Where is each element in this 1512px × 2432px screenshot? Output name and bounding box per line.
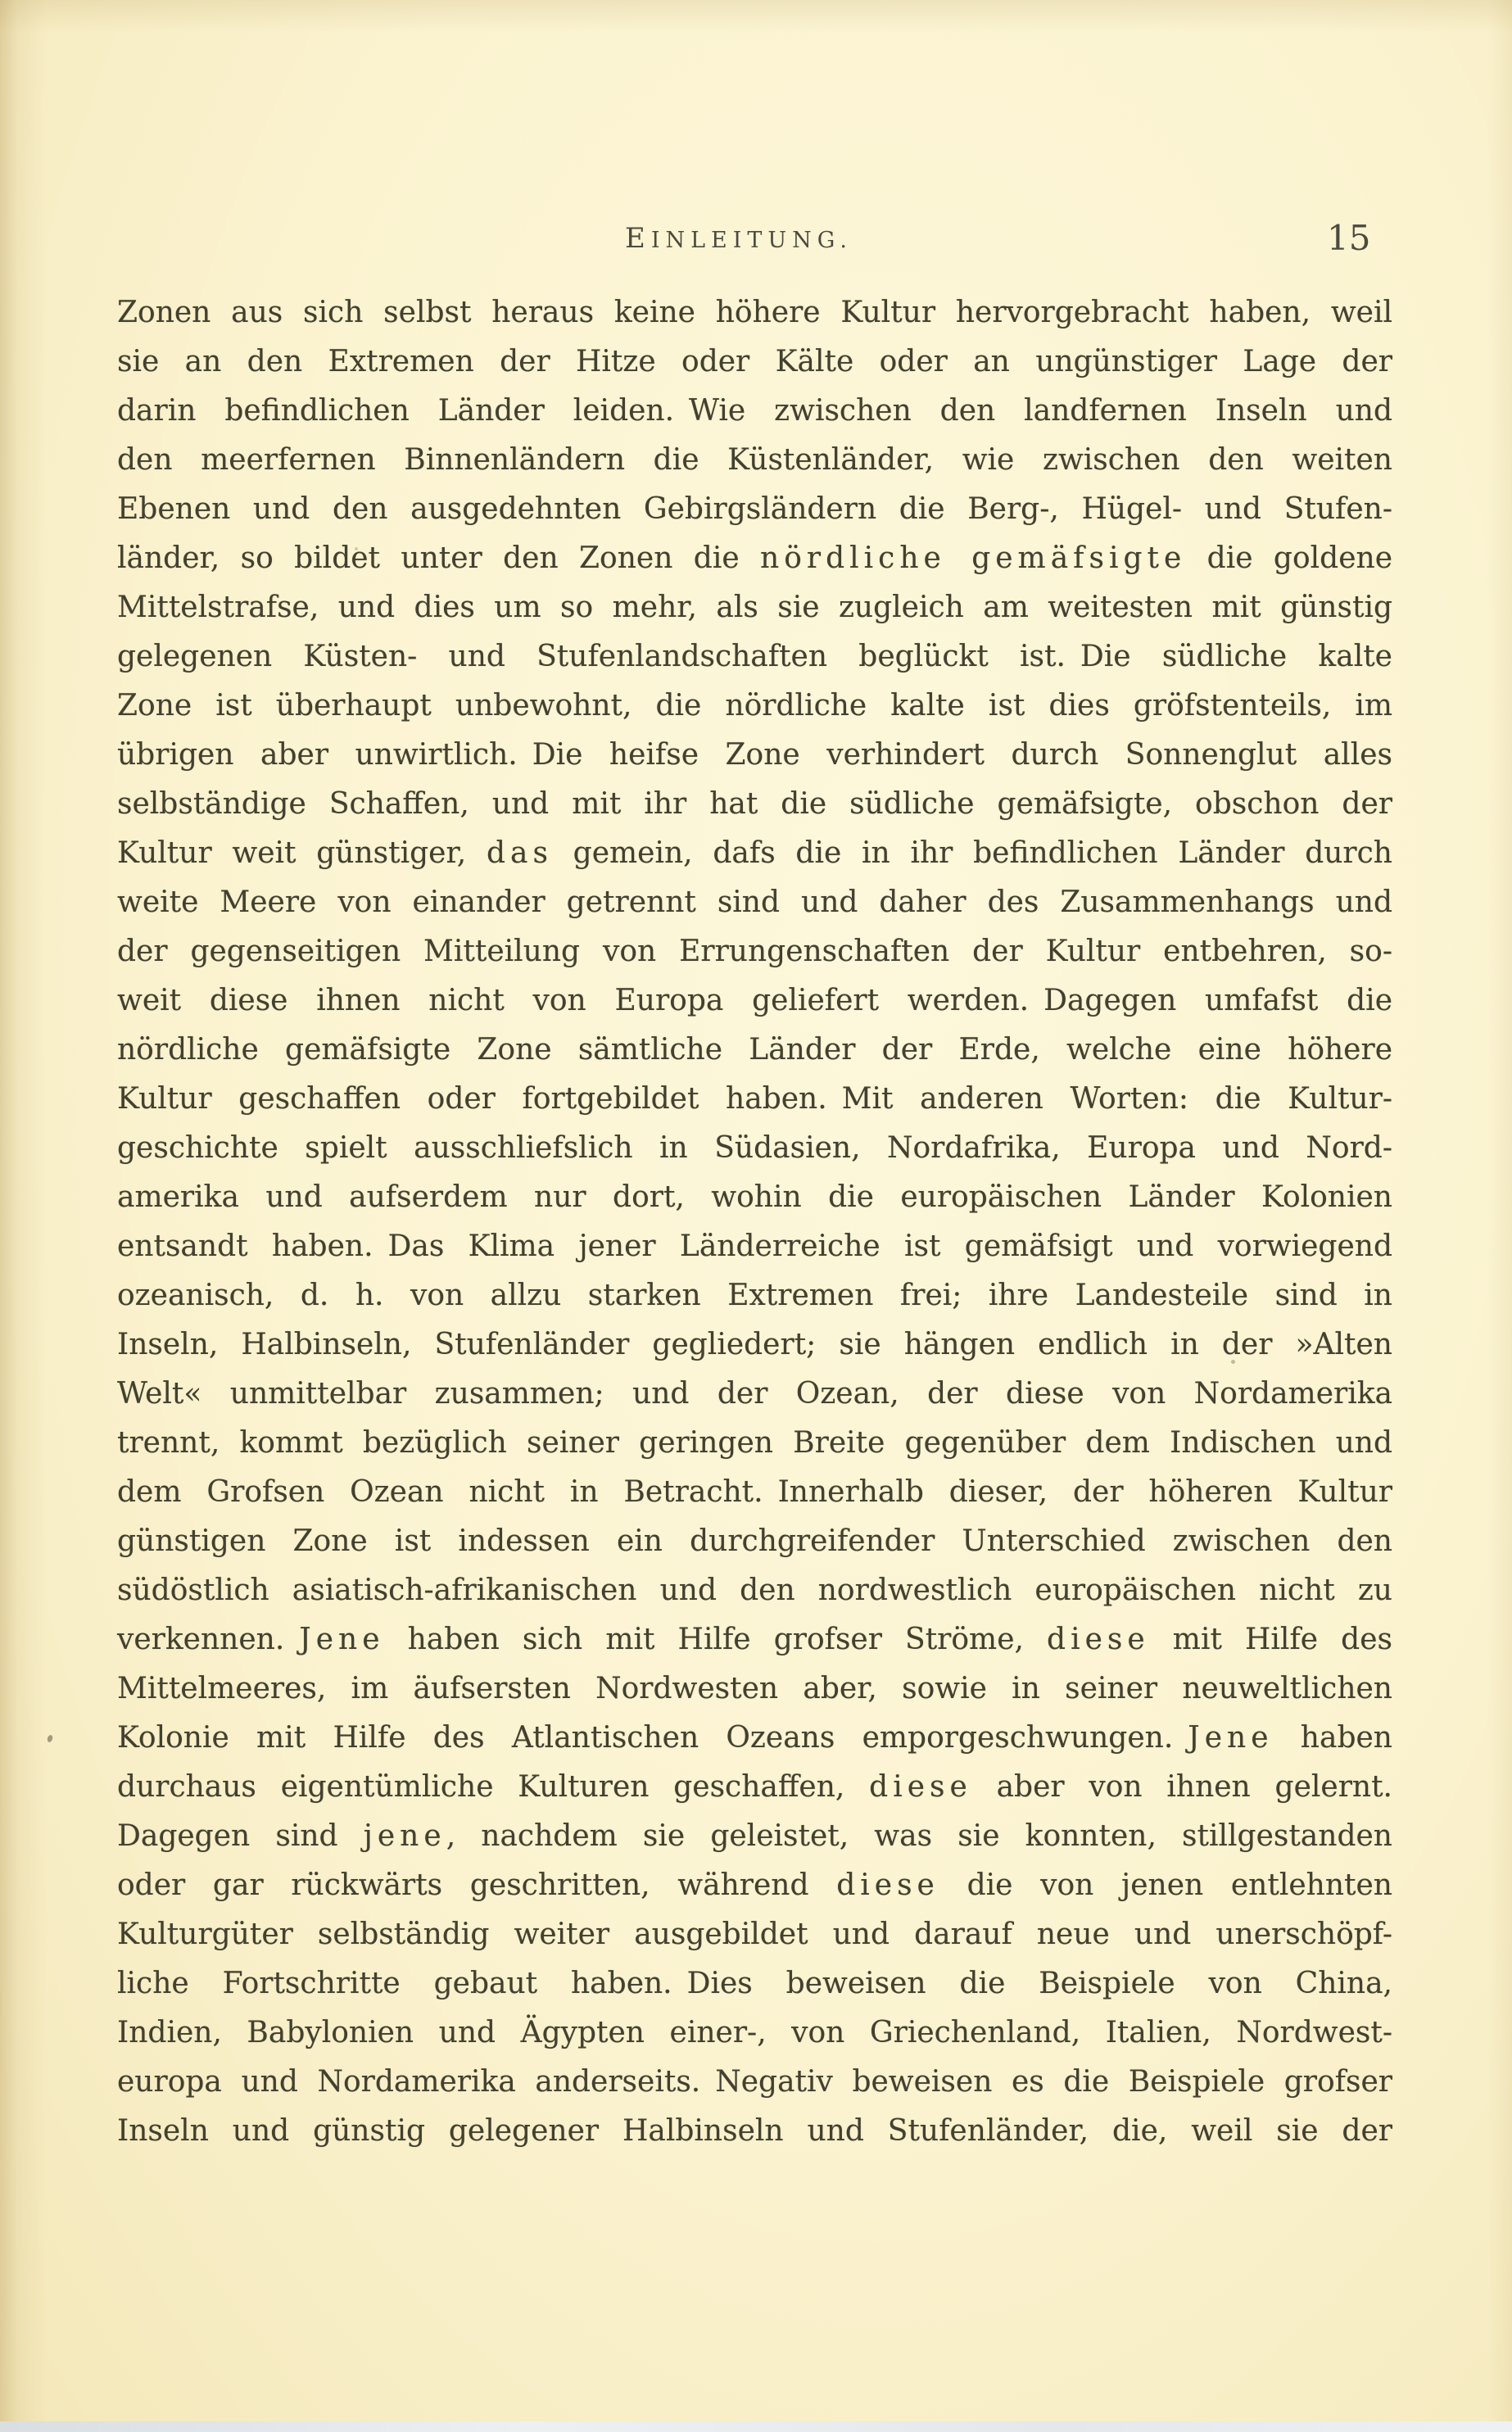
- text-segment: entsandt haben. Das Klima jener Länderreiche ist gemäfsigt und vorwiegend: [117, 1230, 1392, 1263]
- text-segment: haben: [1273, 1721, 1392, 1755]
- text-line: [117, 1812, 1392, 1861]
- text-segment: durchaus eigentümliche Kulturen geschaffen,: [117, 1770, 870, 1804]
- text-line: [117, 976, 1392, 1026]
- text-segment: geschichte spielt ausschliefslich in Südasien, Nordafrika, Europa und Nord-: [117, 1131, 1392, 1165]
- text-segment: oder gar rückwärts geschritten, während: [117, 1868, 837, 1902]
- text-line: [117, 2058, 1392, 2107]
- page-number: 15: [1327, 218, 1371, 258]
- text-segment: Kultur geschaffen oder fortgebildet haben. Mit anderen Worten: die Kultur-: [117, 1082, 1392, 1116]
- text-segment: Ebenen und den ausgedehnten Gebirgsländern die Berg-, Hügel- und Stufen-: [117, 492, 1392, 526]
- text-segment: südöstlich asiatisch-afrikanischen und den nordwestlich europäischen nicht zu: [117, 1574, 1392, 1607]
- paper-speck: [47, 1734, 54, 1743]
- text-segment: Zonen aus sich selbst heraus keine höhere Kultur hervorgebracht haben, weil: [117, 296, 1392, 329]
- text-segment: Indien, Babylonien und Ägypten einer-, von Griechenland, Italien, Nordwest-: [117, 2016, 1392, 2049]
- text-line: [117, 1419, 1392, 1468]
- text-segment: Zone ist überhaupt unbewohnt, die nördliche kalte ist dies gröfstenteils, im: [117, 689, 1392, 722]
- text-segment: länder, so bildet unter den Zonen die: [117, 541, 761, 575]
- text-line: [117, 1959, 1392, 2009]
- text-line: [117, 878, 1392, 927]
- text-segment: Kultur weit günstiger,: [117, 836, 487, 870]
- text-segment: liche Fortschritte gebaut haben. Dies beweisen die Beispiele von China,: [117, 1967, 1392, 2000]
- emphasized-text: Jene: [1188, 1721, 1274, 1755]
- text-segment: aber von ihnen gelernt.: [971, 1770, 1392, 1804]
- text-segment: haben sich mit Hilfe grofser Ströme,: [384, 1623, 1048, 1656]
- text-segment: sie an den Extremen der Hitze oder Kälte oder an ungünstiger Lage der: [117, 345, 1392, 378]
- text-line: [117, 1271, 1392, 1320]
- text-segment: Mittelmeeres, im äufsersten Nordwesten aber, sowie in seiner neuweltlichen: [117, 1672, 1392, 1705]
- text-line: [117, 1763, 1392, 1812]
- page-heading-initial: E: [625, 222, 651, 255]
- text-line: [117, 2107, 1392, 2156]
- text-segment: europa und Nordamerika anderseits. Negativ beweisen es die Beispiele grofser: [117, 2065, 1392, 2099]
- text-line: [117, 780, 1392, 829]
- text-line: [117, 731, 1392, 780]
- text-segment: nördliche gemäfsigte Zone sämtliche Länder der Erde, welche eine höhere: [117, 1033, 1392, 1067]
- scan-edge-strip: [0, 2421, 1512, 2432]
- text-line: [117, 1517, 1392, 1566]
- text-segment: den meerfernen Binnenländern die Küstenländer, wie zwischen den weiten: [117, 443, 1392, 477]
- text-segment: die goldene: [1186, 541, 1392, 575]
- page-heading: [625, 224, 853, 255]
- emphasized-text: diese: [869, 1770, 972, 1804]
- text-line: [117, 1222, 1392, 1271]
- text-segment: die von jenen entlehnten: [939, 1868, 1392, 1902]
- text-segment: weit diese ihnen nicht von Europa geliefert werden. Dagegen umfafst die: [117, 984, 1392, 1017]
- text-line: [117, 1026, 1392, 1075]
- text-block: [117, 288, 1392, 2156]
- text-line: [117, 927, 1392, 976]
- text-segment: darin befindlichen Länder leiden. Wie zwischen den landfernen Inseln und: [117, 394, 1392, 428]
- text-segment: der gegenseitigen Mitteilung von Errungenschaften der Kultur entbehren, so-: [117, 935, 1392, 968]
- text-segment: ozeanisch, d. h. von allzu starken Extremen frei; ihre Landesteile sind in: [117, 1279, 1392, 1312]
- text-segment: weite Meere von einander getrennt sind und daher des Zusammenhangs und: [117, 885, 1392, 919]
- text-segment: Inseln, Halbinseln, Stufenländer gegliedert; sie hängen endlich in der »Alten: [117, 1328, 1392, 1361]
- text-line: [117, 485, 1392, 534]
- text-segment: gemein, dafs die in ihr befindlichen Länder durch: [552, 836, 1392, 870]
- emphasized-text: diese: [836, 1868, 939, 1902]
- text-segment: Welt« unmittelbar zusammen; und der Ozean, der diese von Nordamerika: [117, 1377, 1392, 1411]
- text-line: [117, 583, 1392, 632]
- text-line: [117, 2009, 1392, 2058]
- text-line: [117, 534, 1392, 583]
- text-segment: mit Hilfe des: [1149, 1623, 1392, 1656]
- text-segment: Inseln und günstig gelegener Halbinseln und Stufenländer, die, weil sie der: [117, 2114, 1392, 2148]
- text-segment: selbständige Schaffen, und mit ihr hat die südliche gemäfsigte, obschon der: [117, 787, 1392, 821]
- text-line: [117, 1615, 1392, 1664]
- text-segment: Dagegen sind: [117, 1819, 364, 1853]
- text-segment: dem Grofsen Ozean nicht in Betracht. Innerhalb dieser, der höheren Kultur: [117, 1475, 1392, 1509]
- text-segment: günstigen Zone ist indessen ein durchgreifender Unterschied zwischen den: [117, 1524, 1392, 1558]
- text-line: [117, 1664, 1392, 1714]
- emphasized-text: nördliche gemäfsigte: [760, 541, 1187, 575]
- text-line: [117, 1075, 1392, 1124]
- page-heading-smallcaps: INLEITUNG.: [650, 228, 853, 253]
- text-line: [117, 387, 1392, 436]
- emphasized-text: Jene: [299, 1623, 385, 1656]
- running-head: [0, 218, 1512, 264]
- text-line: [117, 1861, 1392, 1910]
- text-segment: amerika und aufserdem nur dort, wohin die europäischen Länder Kolonien: [117, 1180, 1392, 1214]
- text-line: [117, 288, 1392, 337]
- text-line: [117, 1173, 1392, 1222]
- text-line: [117, 1124, 1392, 1173]
- text-segment: trennt, kommt bezüglich seiner geringen Breite gegenüber dem Indischen und: [117, 1426, 1392, 1460]
- text-line: [117, 632, 1392, 682]
- text-line: [117, 1468, 1392, 1517]
- paper-speck: [1231, 1360, 1235, 1364]
- text-segment: verkennen.: [117, 1623, 300, 1656]
- text-segment: Mittelstrafse, und dies um so mehr, als sie zugleich am weitesten mit günstig: [117, 591, 1392, 624]
- emphasized-text: das: [486, 836, 553, 870]
- text-segment: , nachdem sie geleistet, was sie konnten, stillgestanden: [446, 1819, 1392, 1853]
- text-line: [117, 829, 1392, 878]
- text-line: [117, 1320, 1392, 1370]
- paper-speck: [355, 547, 358, 550]
- text-line: [117, 337, 1392, 387]
- text-line: [117, 1910, 1392, 1959]
- text-line: [117, 1566, 1392, 1615]
- emphasized-text: diese: [1047, 1623, 1150, 1656]
- text-segment: Kolonie mit Hilfe des Atlantischen Ozeans emporgeschwungen.: [117, 1721, 1188, 1755]
- text-segment: übrigen aber unwirtlich. Die heifse Zone verhindert durch Sonnenglut alles: [117, 738, 1392, 772]
- text-line: [117, 1714, 1392, 1763]
- text-segment: gelegenen Küsten- und Stufenlandschaften beglückt ist. Die südliche kalte: [117, 640, 1392, 673]
- text-line: [117, 682, 1392, 731]
- emphasized-text: jene: [363, 1819, 446, 1853]
- text-line: [117, 436, 1392, 485]
- text-line: [117, 1370, 1392, 1419]
- text-segment: Kulturgüter selbständig weiter ausgebildet und darauf neue und unerschöpf-: [117, 1918, 1392, 1951]
